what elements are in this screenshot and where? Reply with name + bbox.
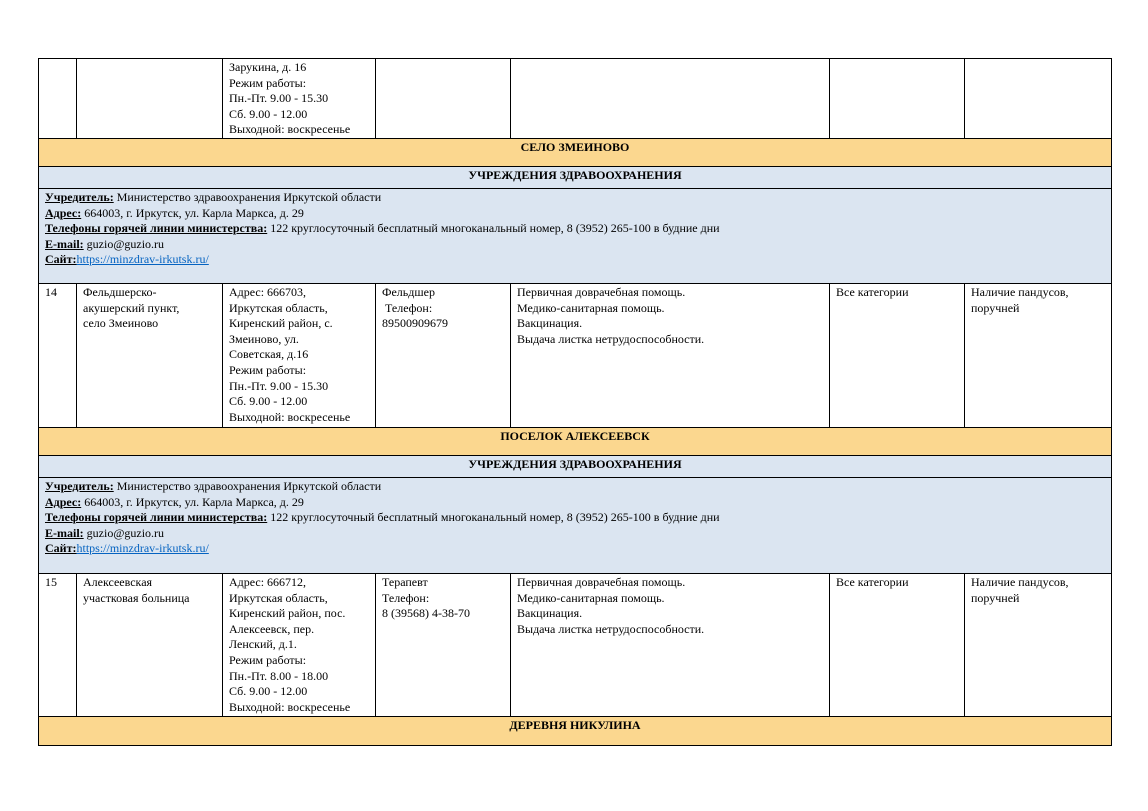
- section-subtitle: УЧРЕЖДЕНИЯ ЗДРАВООХРАНЕНИЯ: [39, 166, 1112, 188]
- cell-address: Зарукина, д. 16 Режим работы: Пн.-Пт. 9.00 - 15.30 Сб. 9.00 - 12.00 Выходной: воскресенье: [223, 59, 376, 139]
- email-value: guzio@guzio.ru: [83, 525, 165, 540]
- cell-number: 15: [39, 573, 77, 716]
- place-title: СЕЛО ЗМЕИНОВО: [39, 138, 1112, 166]
- cell-address: Адрес: 666712, Иркутская область, Киренский район, пос. Алексеевск, пер. Ленский, д.1. Режим работы: Пн.-Пт. 8.00 - 18.00 Сб. 9.00 - 12.00 Выходной: воскресенье: [223, 573, 376, 716]
- hotline-value: 122 круглосуточный бесплатный многоканальный номер, 8 (3952) 265-100 в будние дни: [267, 510, 720, 525]
- site-label: Сайт:: [45, 252, 77, 267]
- table-row: [39, 573, 1112, 716]
- cell-contacts: [376, 59, 511, 139]
- cell-number: 14: [39, 283, 77, 427]
- address-label: Адрес:: [45, 205, 82, 220]
- site-label: Сайт:: [45, 541, 77, 556]
- cell-contacts: Фельдшер Телефон: 89500909679: [376, 283, 511, 427]
- cell-address: Адрес: 666703, Иркутская область, Киренский район, с. Змеиново, ул. Советская, д.16 Режим работы: Пн.-Пт. 9.00 - 15.30 Сб. 9.00 - 12.00 Выходной: воскресенье: [223, 283, 376, 427]
- cell-accessibility: [965, 59, 1112, 139]
- email-value: guzio@guzio.ru: [83, 236, 165, 251]
- site-link[interactable]: https://minzdrav-irkutsk.ru/: [76, 541, 209, 556]
- cell-accessibility: Наличие пандусов, поручней: [965, 283, 1112, 427]
- founder-value: Министерство здравоохранения Иркутской области: [113, 189, 382, 204]
- cell-services: Первичная доврачебная помощь. Медико-санитарная помощь. Вакцинация. Выдача листка нетрудоспособности.: [511, 573, 830, 716]
- address-value: 664003, г. Иркутск, ул. Карла Маркса, д. 29: [81, 205, 304, 220]
- hotline-value: 122 круглосуточный бесплатный многоканальный номер, 8 (3952) 265-100 в будние дни: [267, 221, 720, 236]
- email-label: E-mail:: [45, 236, 84, 251]
- founder-label: Учредитель:: [45, 189, 114, 204]
- founder-label: Учредитель:: [45, 478, 114, 493]
- address-label: Адрес:: [45, 494, 82, 509]
- cell-services: Первичная доврачебная помощь. Медико-санитарная помощь. Вакцинация. Выдача листка нетрудоспособности.: [511, 283, 830, 427]
- table-row: [39, 283, 1112, 427]
- cell-categories: Все категории: [830, 283, 965, 427]
- hotline-label: Телефоны горячей линии министерства:: [45, 221, 268, 236]
- founder-info: [39, 477, 1112, 573]
- address-value: 664003, г. Иркутск, ул. Карла Маркса, д. 29: [81, 494, 304, 509]
- cell-name: [77, 59, 223, 139]
- cell-number: [39, 59, 77, 139]
- institutions-table: [38, 58, 1112, 746]
- section-subtitle: УЧРЕЖДЕНИЯ ЗДРАВООХРАНЕНИЯ: [39, 455, 1112, 477]
- cell-categories: Все категории: [830, 573, 965, 716]
- cell-accessibility: Наличие пандусов, поручней: [965, 573, 1112, 716]
- site-link[interactable]: https://minzdrav-irkutsk.ru/: [76, 252, 209, 267]
- cell-name: Фельдшерско- акушерский пункт, село Змеиново: [77, 283, 223, 427]
- email-label: E-mail:: [45, 525, 84, 540]
- place-title: ДЕРЕВНЯ НИКУЛИНА: [39, 716, 1112, 745]
- founder-value: Министерство здравоохранения Иркутской области: [113, 478, 382, 493]
- hotline-label: Телефоны горячей линии министерства:: [45, 510, 268, 525]
- place-title: ПОСЕЛОК АЛЕКСЕЕВСК: [39, 427, 1112, 455]
- founder-info: [39, 188, 1112, 283]
- cell-categories: [830, 59, 965, 139]
- cell-contacts: Терапевт Телефон: 8 (39568) 4-38-70: [376, 573, 511, 716]
- table-row: [39, 59, 1112, 139]
- cell-name: Алексеевская участковая больница: [77, 573, 223, 716]
- cell-services: [511, 59, 830, 139]
